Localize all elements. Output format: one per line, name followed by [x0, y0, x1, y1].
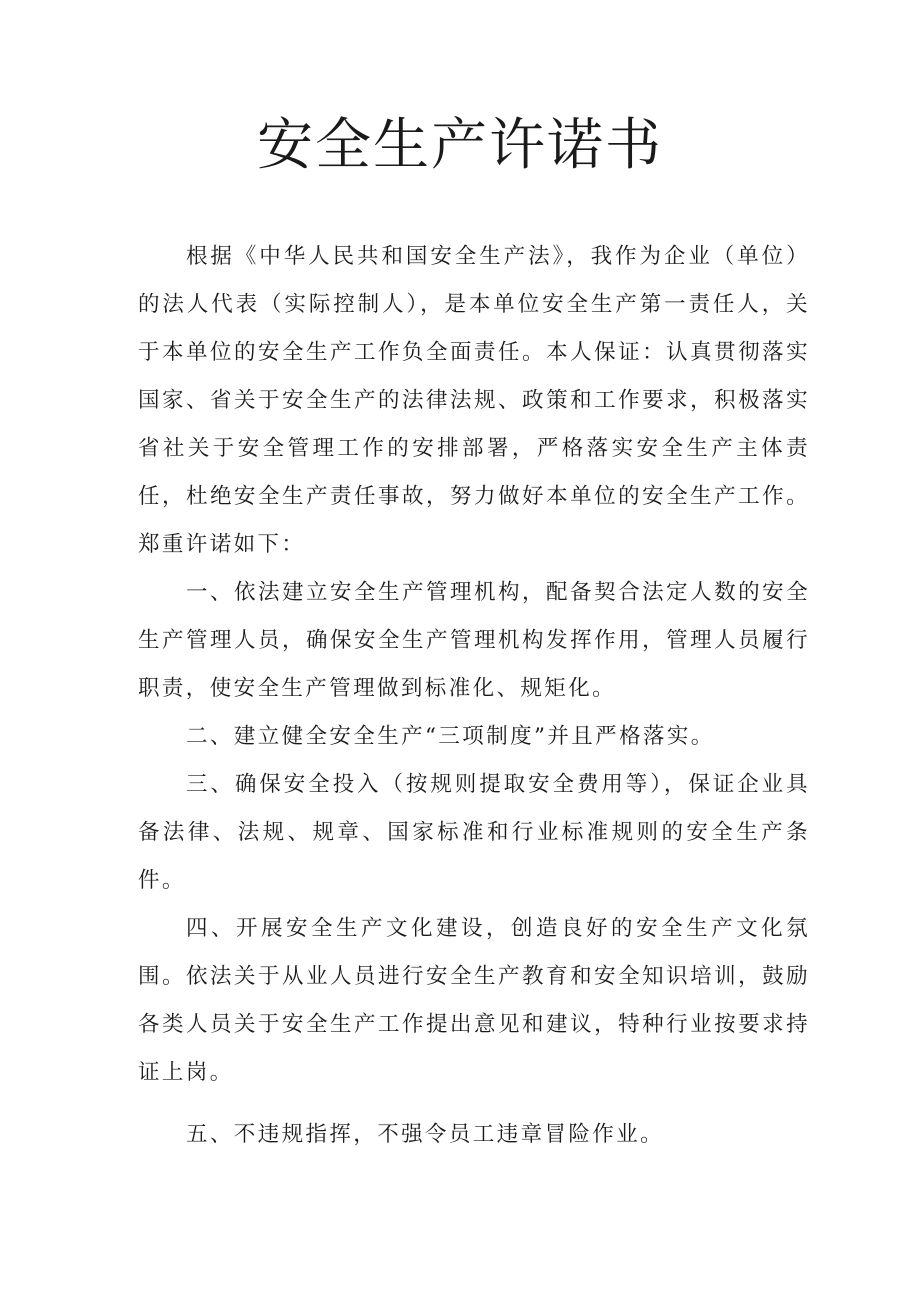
- document-title: 安全生产许诺书: [257, 113, 663, 178]
- paragraph-item-1: 一、依法建立安全生产管理机构，配备契合法定人数的安全生产管理人员，确保安全生产管理机构发挥作用，管理人员履行职责，使安全生产管理做到标准化、规矩化。: [138, 580, 810, 701]
- paragraph-item-3: 三、确保安全投入（按规则提取安全费用等），保证企业具备法律、法规、规章、国家标准和行业标准规则的安全生产条件。: [138, 772, 810, 893]
- document-body: [138, 233, 810, 1159]
- paragraph-intro: 根据《中华人民共和国安全生产法》，我作为企业（单位）的法人代表（实际控制人），是本单位安全生产第一责任人，关于本单位的安全生产工作负全面责任。本人保证：认真贯彻落实国家、省关于安全生产的法律法规、政策和工作要求，积极落实省社关于安全管理工作的安排部署，严格落实安全生产主体责任，杜绝安全生产责任事故，努力做好本单位的安全生产工作。郑重许诺如下：: [138, 244, 810, 557]
- paragraph-item-2: 二、建立健全安全生产“三项制度”并且严格落实。: [186, 724, 715, 749]
- paragraph-item-4: 四、开展安全生产文化建设，创造良好的安全生产文化氛围。依法关于从业人员进行安全生产教育和安全知识培训，鼓励各类人员关于安全生产工作提出意见和建议，特种行业按要求持证上岗。: [138, 916, 810, 1085]
- paragraph-item-5: 五、不违规指挥，不强令员工违章冒险作业。: [186, 1122, 665, 1147]
